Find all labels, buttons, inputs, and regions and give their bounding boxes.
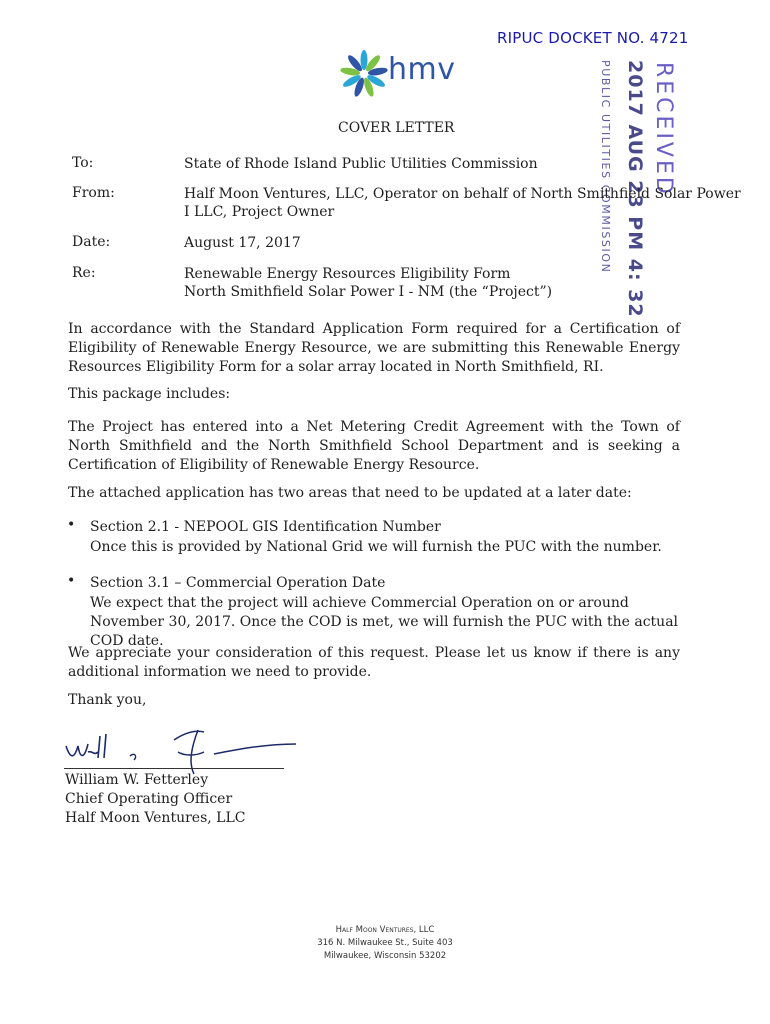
- to-value: State of Rhode Island Public Utilities Commission: [184, 156, 538, 172]
- bullet-1-dot: •: [67, 517, 76, 533]
- date-value: August 17, 2017: [184, 235, 301, 251]
- re-label: Re:: [72, 265, 96, 281]
- page-title: COVER LETTER: [338, 120, 455, 136]
- docket-number: RIPUC DOCKET NO. 4721: [497, 29, 689, 47]
- from-value-line1: Half Moon Ventures, LLC, Operator on behalf of North Smithfield Solar Power: [184, 186, 741, 202]
- date-label: Date:: [72, 234, 111, 250]
- package-includes: This package includes:: [68, 386, 231, 402]
- re-value-line1: Renewable Energy Resources Eligibility Form: [184, 266, 511, 282]
- signer-title: Chief Operating Officer: [65, 791, 233, 807]
- received-stamp-date: 2017 AUG 23 PM 4: 32: [624, 60, 646, 318]
- from-label: From:: [72, 185, 115, 201]
- re-value-line2: North Smithfield Solar Power I - NM (the “Project”): [184, 284, 553, 300]
- bullet-1-text: Once this is provided by National Grid we will furnish the PUC with the number.: [90, 539, 662, 555]
- closing-paragraph: We appreciate your consideration of this request. Please let us know if there is any additional information we need to provide.: [68, 645, 680, 680]
- signature-line: [64, 768, 284, 769]
- bullet-2-text: We expect that the project will achieve Commercial Operation on or around November 30, 2017. Once the COD is met, we will furnish the PUC with the actual COD date.: [90, 595, 679, 649]
- footer-company: Half Moon Ventures, LLC: [335, 925, 435, 935]
- intro-paragraph: In accordance with the Standard Application Form required for a Certification of Eligibility of Renewable Energy Resource, we are submitting this Renewable Energy Resources Eligibility Form for a solar array located in North Smithfield, RI.: [68, 321, 680, 375]
- footer-address: [0, 924, 770, 963]
- update-paragraph: The attached application has two areas that need to be updated at a later date:: [68, 485, 632, 501]
- bullet-1-title: Section 2.1 - NEPOOL GIS Identification Number: [90, 519, 441, 535]
- thank-you: Thank you,: [68, 692, 147, 708]
- received-stamp-commission: PUBLIC UTILITIES COMMISSION: [599, 60, 612, 274]
- to-label: To:: [72, 155, 94, 171]
- bullet-2-title: Section 3.1 – Commercial Operation Date: [90, 575, 386, 591]
- logo-text: hmv: [388, 52, 456, 87]
- received-stamp: RECEIVED: [651, 62, 676, 197]
- agreement-paragraph: The Project has entered into a Net Metering Credit Agreement with the Town of North Smithfield and the North Smithfield School Department and is seeking a Certification of Eligibility of Renewable Energy Resource.: [68, 419, 680, 473]
- from-value-line2: I LLC, Project Owner: [184, 204, 335, 220]
- signer-company: Half Moon Ventures, LLC: [65, 810, 246, 826]
- signer-name: William W. Fetterley: [65, 772, 209, 788]
- footer-street: 316 N. Milwaukee St., Suite 403: [317, 938, 453, 948]
- bullet-2-dot: •: [67, 573, 76, 589]
- handwritten-signature: [64, 722, 304, 778]
- footer-city: Milwaukee, Wisconsin 53202: [323, 951, 447, 961]
